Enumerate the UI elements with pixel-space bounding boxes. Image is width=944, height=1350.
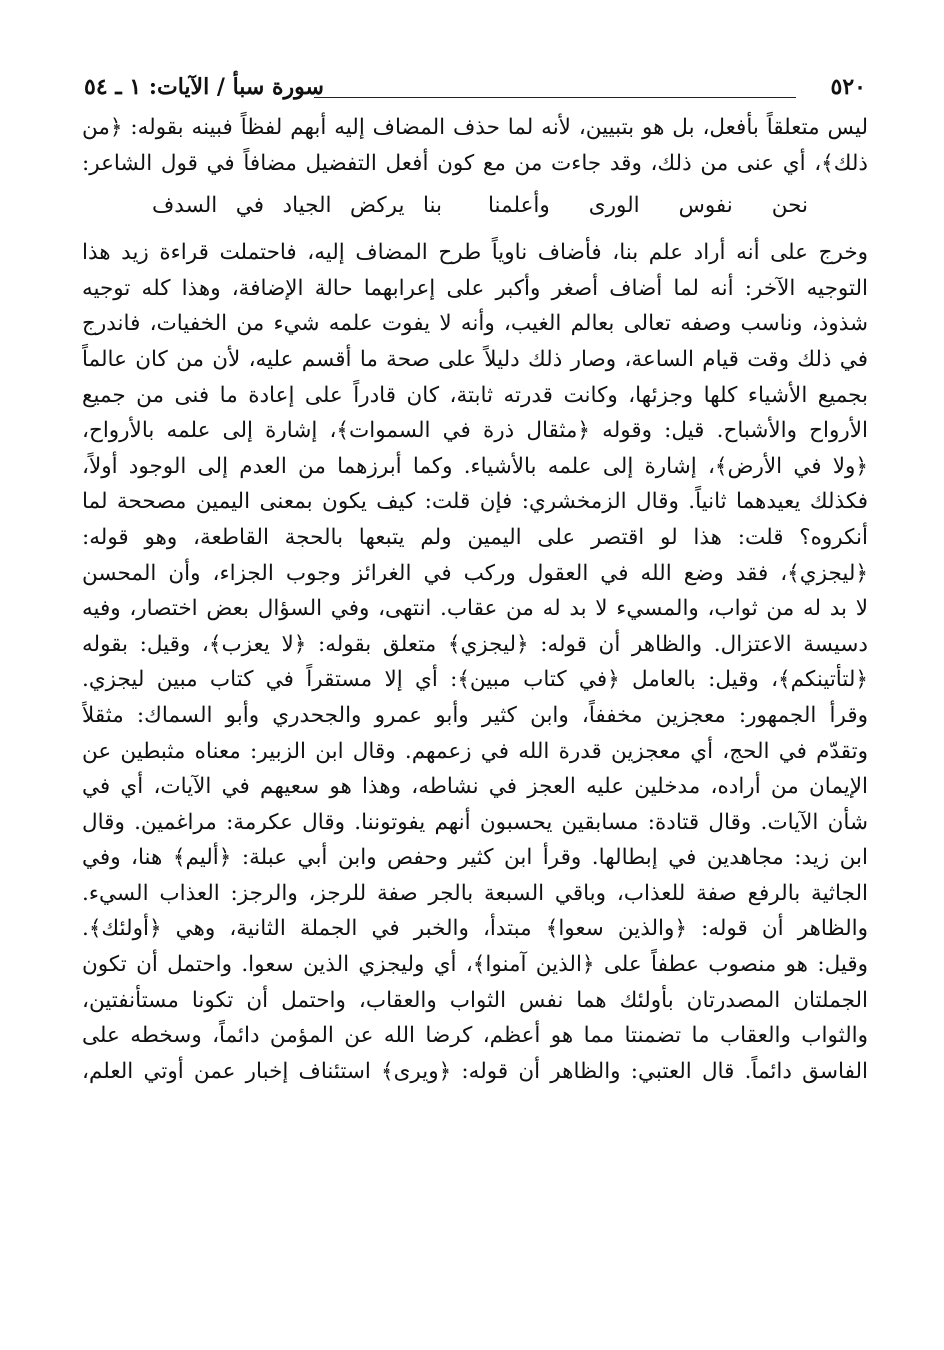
text-line: ﴿ولا في الأرض﴾، إشارة إلى علمه بالأشياء. وكما أبرزهما من العدم إلى الوجود أولاً، (82, 453, 868, 479)
text-line: الفاسق دائماً. قال العتبي: والظاهر أن قوله: ﴿ويرى﴾ استئناف إخبار عمن أوتي العلم، (82, 1058, 868, 1084)
text-line: فكذلك يعيدهما ثانياً. وقال الزمخشري: فإن قلت: كيف يكون بمعنى اليمين مصححة لما (82, 489, 868, 515)
page-body-continued (82, 235, 868, 1089)
page-header (82, 66, 868, 106)
text-line: ليس متعلقاً بأفعل، بل هو بتبيين، لأنه لما حذف المضاف إليه أبهم لفظاً فبينه بقوله: ﴿من (82, 115, 868, 140)
text-line: ﴿ليجزي﴾، فقد وضع الله في العقول وركب في الغرائز وجوب الجزاء، وأن المحسن (82, 560, 868, 586)
text-line: ابن زيد: مجاهدين في إبطالها. وقرأ ابن كثير وحفص وابن أبي عبلة: ﴿أليم﴾ هنا، وفي (82, 845, 868, 871)
surah-title: سورة سبأ / الآيات: ١ ـ ٥٤ (84, 74, 324, 100)
text-line: في ذلك وقت قيام الساعة، وصار ذلك دليلاً على صحة ما أقسم عليه، لأن من كان عالماً (82, 346, 868, 372)
text-line: ﴿لتأتينكم﴾، وقيل: بالعامل ﴿في كتاب مبين﴾: أي إلا مستقراً في كتاب مبين ليجزي. (82, 667, 868, 693)
header-rule (314, 97, 796, 98)
text-line: وقيل: هو منصوب عطفاً على ﴿الذين آمنوا﴾، أي وليجزي الذين سعوا. واحتمل أن تكون (82, 952, 868, 978)
text-line: شأن الآيات. وقال قتادة: مسابقين يحسبون أنهم يفوتوننا. وقال عكرمة: مراغمين. وقال (82, 809, 868, 835)
text-line: والظاهر أن قوله: ﴿والذين سعوا﴾ مبتدأ، والخبر في الجملة الثانية، وهي ﴿أولئك﴾. (82, 916, 868, 942)
text-line: وتقدّم في الحج، أي معجزين قدرة الله في زعمهم. وقال ابن الزبير: معناه مثبطين عن (82, 738, 868, 764)
text-line: الجاثية بالرفع صفة للعذاب، وباقي السبعة بالجر صفة للرجز، والرجز: العذاب السيء. (82, 880, 868, 906)
text-line: ذلك﴾، أي عنى من ذلك، وقد جاءت من مع كون أفعل التفضيل مضافاً في قول الشاعر: (82, 150, 868, 176)
verse-first-hemistich: نحن نفوس الورى وأعلمنا (488, 193, 808, 219)
text-line: وخرج على أنه أراد علم بنا، فأضاف ناوياً طرح المضاف إليه، فاحتملت قراءة زيد هذا (82, 240, 868, 266)
book-page (82, 66, 868, 1089)
text-line: الأرواح والأشباح. قيل: وقوله ﴿مثقال ذرة في السموات﴾، إشارة إلى علمه بالأرواح، (82, 418, 868, 444)
text-line: شذوذ، وناسب وصفه تعالى بعالم الغيب، وأنه لا يفوت علمه شيء من الخفيات، فاندرج (82, 311, 868, 337)
text-line: لا بد له من ثواب، والمسيء لا بد له من عقاب. انتهى، وفي السؤال بعض اختصار، وفيه (82, 596, 868, 622)
poetry-verse (82, 181, 868, 231)
text-line: دسيسة الاعتزال. والظاهر أن قوله: ﴿ليجزي﴾ متعلق بقوله: ﴿لا يعزب﴾، وقيل: بقوله (82, 631, 868, 657)
text-line: بجميع الأشياء كلها وجزئها، وكانت قدرته ثابتة، كان قادراً على إعادة ما فنى من جميع (82, 382, 868, 408)
text-line: وقرأ الجمهور: معجزين مخففاً، وابن كثير وأبو عمرو والجحدري وأبو السماك: مثقلاً (82, 702, 868, 728)
text-line: الإيمان من أراده، مدخلين عليه العجز في نشاطه، وهذا هو سعيهم في الآيات، أي في (82, 774, 868, 800)
text-line: والثواب والعقاب ما تضمنتا مما هو أعظم، كرضا الله عن المؤمن دائماً، وسخطه على (82, 1023, 868, 1049)
page-number: ٥٢٠ (830, 74, 866, 100)
text-line: الجملتان المصدرتان بأولئك هما نفس الثواب والعقاب، واحتمل أن تكونا مستأنفتين، (82, 987, 868, 1013)
verse-second-hemistich: بنا يركض الجياد في السدف (152, 193, 442, 219)
text-line: أنكروه؟ قلت: هذا لو اقتصر على اليمين ولم يتبعها بالحجة القاطعة، وهو قوله: (82, 524, 868, 550)
page-body (82, 110, 868, 181)
text-line: التوجيه الآخر: أنه لما أضاف أصغر وأكبر على إعرابهما حالة الإضافة، وهذا كله توجيه (82, 275, 868, 301)
